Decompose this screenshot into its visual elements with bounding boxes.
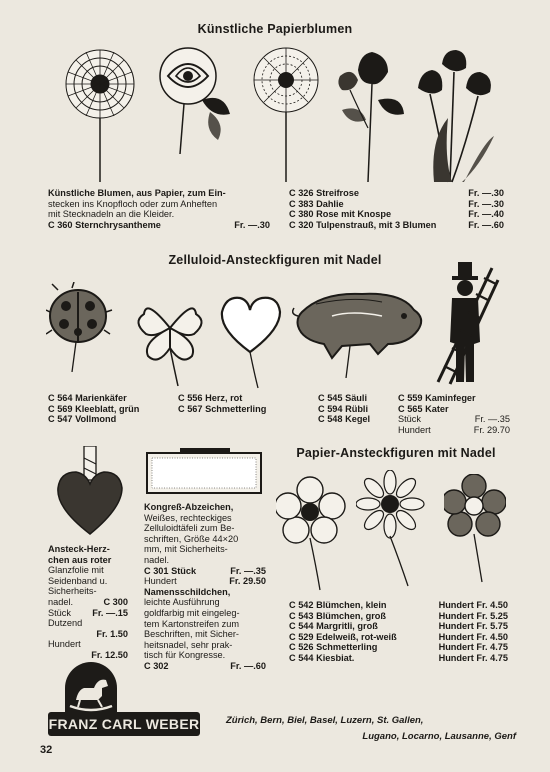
item-price: Hundert Fr. 4.50 (438, 600, 508, 610)
papierblumen-description (48, 188, 270, 230)
item-price: Fr. —.30 (468, 188, 504, 198)
rose-bud-icon (332, 48, 408, 184)
desc-line: Künstliche Blumen, aus Papier, zum Ein- (48, 188, 226, 198)
list-item (289, 621, 508, 632)
item-label: C 543 Blümchen, groß (289, 610, 386, 621)
desc-line: tisch für Kongresse. (144, 650, 226, 661)
item-label: C 542 Blümchen, klein (289, 600, 387, 610)
list-item: C 556 Herz, rot (178, 393, 243, 403)
list-item (144, 661, 266, 672)
tulip-bouquet-icon (414, 48, 498, 184)
desc-line: Zelluloidtäfeli zum Be- (144, 523, 235, 534)
papier-ansteck-price-list (289, 600, 508, 664)
list-item: C 594 Rübli (318, 403, 369, 414)
section-title-zelluloid: Zelluloid-Ansteckfiguren mit Nadel (168, 253, 382, 267)
section-title-papier-ansteck: Papier-Ansteckfiguren mit Nadel (296, 446, 496, 460)
item-price: Fr. —.30 (234, 219, 270, 230)
desc-line: tem Kartonstreifen zum (144, 618, 239, 629)
item-label: C 302 (144, 660, 169, 671)
list-item (144, 576, 266, 587)
heart-ribbon-icon (54, 446, 124, 538)
desc-line: Glanzfolie mit (48, 565, 104, 576)
item-price: Fr. —.15 (92, 607, 128, 618)
item-price: Fr. —.60 (468, 219, 504, 230)
item-label: C 544 Margritli, groß (289, 621, 378, 632)
papierblumen-price-list (289, 188, 504, 230)
desc-line: Beschriften, mit Sicher- (144, 629, 239, 640)
cities-line: Zürich, Bern, Biel, Basel, Luzern, St. Gallen, (226, 715, 424, 726)
item-price: Fr. —.40 (468, 209, 504, 220)
item-label: nadel. (48, 596, 74, 607)
page-number: 32 (40, 744, 53, 756)
list-item (398, 414, 510, 425)
heart-icon (216, 294, 286, 390)
ladybug-icon (46, 282, 116, 372)
item-price: Hundert Fr. 5.75 (438, 621, 508, 632)
list-item: C 564 Marienkäfer (48, 393, 127, 403)
list-item (48, 597, 128, 608)
rose-icon (150, 44, 234, 156)
desc-line: Seidenband u. (48, 575, 108, 586)
item-label: C 544 Kiesbiat. (289, 652, 355, 663)
list-item (289, 653, 508, 664)
item-code: C 300 (103, 596, 128, 607)
desc-line: goldfarbig mit eingeleg- (144, 607, 240, 618)
desc-line: heitsnadel, sehr prak- (144, 639, 233, 650)
zelluloid-col-3 (318, 393, 394, 425)
item-price: Fr. —.60 (230, 660, 266, 671)
cloverleaf-icon (132, 292, 208, 388)
cities-line: Lugano, Locarno, Lausanne, Genf (362, 731, 516, 742)
list-item (289, 199, 504, 210)
section-title-papierblumen: Künstliche Papierblumen (197, 22, 353, 36)
name-badge-icon (146, 448, 262, 496)
kongress-description (144, 502, 266, 672)
item-label: C 360 Sternchrysantheme (48, 219, 161, 230)
item-price: Hundert Fr. 5.25 (438, 610, 508, 621)
zelluloid-col-1 (48, 393, 176, 425)
list-item: C 547 Vollmond (48, 414, 117, 425)
item-price: Fr. 12.50 (91, 649, 128, 660)
item-label: C 526 Schmetterling (289, 642, 378, 653)
pig-icon (292, 282, 426, 378)
item-price: Hundert Fr. 4.50 (438, 631, 508, 642)
item-price: Fr. 29.70 (473, 424, 510, 435)
item-label: C 529 Edelweiß, rot-weiß (289, 631, 397, 642)
list-item: C 567 Schmetterling (178, 403, 267, 414)
list-item (289, 611, 508, 622)
list-item: C 545 Säuli (318, 393, 368, 403)
zelluloid-col-2 (178, 393, 302, 414)
herzchen-title-line: chen aus roter (48, 554, 112, 565)
desc-line: stecken ins Knopfloch oder zum Anheften (48, 198, 218, 209)
item-label: Hundert (144, 576, 177, 587)
herzchen-title-line: Ansteck-Herz- (48, 544, 110, 554)
kongress-title: Kongreß-Abzeichen, (144, 502, 234, 512)
desc-line: Weißes, rechteckiges (144, 512, 232, 523)
desc-line: mit Stecknadeln an die Kleider. (48, 209, 175, 220)
item-label: C 326 Streifrose (289, 188, 359, 198)
item-label: Hundert (398, 424, 431, 435)
chimney-sweep-icon (434, 262, 500, 388)
list-item (144, 566, 266, 577)
list-item (289, 209, 504, 220)
zelluloid-col-4 (398, 393, 510, 435)
item-label: C 301 Stück (144, 565, 197, 576)
list-item (289, 600, 508, 611)
item-price: Fr. —.30 (468, 198, 504, 209)
list-item: C 548 Kegel (318, 414, 371, 425)
list-item (289, 220, 504, 231)
desc-line: nadel. (144, 554, 170, 565)
rocking-horse-logo-icon (58, 660, 124, 716)
kongress-title: Namensschildchen, (144, 586, 231, 597)
item-price: Fr. 29.50 (229, 576, 266, 587)
item-price: Hundert Fr. 4.75 (438, 642, 508, 653)
list-item (48, 220, 270, 231)
daisy-pin-icon (356, 470, 426, 588)
list-item (289, 642, 508, 653)
list-item: C 569 Kleeblatt, grün (48, 403, 140, 414)
store-locations (226, 713, 516, 745)
item-label: C 383 Dahlie (289, 198, 344, 209)
item-price: Fr. —.35 (474, 414, 510, 425)
list-item (289, 632, 508, 643)
item-label: C 380 Rose mit Knospe (289, 209, 392, 220)
list-item (398, 425, 510, 436)
list-item: C 565 Kater (398, 403, 449, 414)
list-item: C 559 Kaminfeger (398, 393, 476, 403)
item-label: Dutzend (48, 618, 83, 629)
desc-line: schriften, Größe 44×20 (144, 533, 239, 544)
brand-logo: FRANZ CARL WEBER (48, 712, 200, 736)
herzchen-description (48, 544, 128, 661)
item-price: Fr. —.35 (230, 565, 266, 576)
edelweiss-pin-icon (444, 474, 506, 584)
desc-line: mm, mit Sicherheits- (144, 544, 228, 555)
list-item (289, 188, 504, 199)
item-price: Hundert Fr. 4.75 (438, 652, 508, 663)
chrysanthemum-icon (58, 44, 148, 184)
item-label: Stück (48, 607, 71, 618)
desc-line: Sicherheits- (48, 586, 97, 597)
dahlia-icon (250, 44, 326, 184)
list-item (48, 608, 128, 619)
item-price: Fr. 1.50 (96, 628, 128, 639)
item-label: Hundert (48, 639, 81, 650)
item-label: C 320 Tulpenstrauß, mit 3 Blumen (289, 219, 437, 230)
flower-pin-icon (276, 476, 346, 592)
desc-line: leichte Ausführung (144, 597, 220, 608)
item-label: Stück (398, 414, 421, 425)
